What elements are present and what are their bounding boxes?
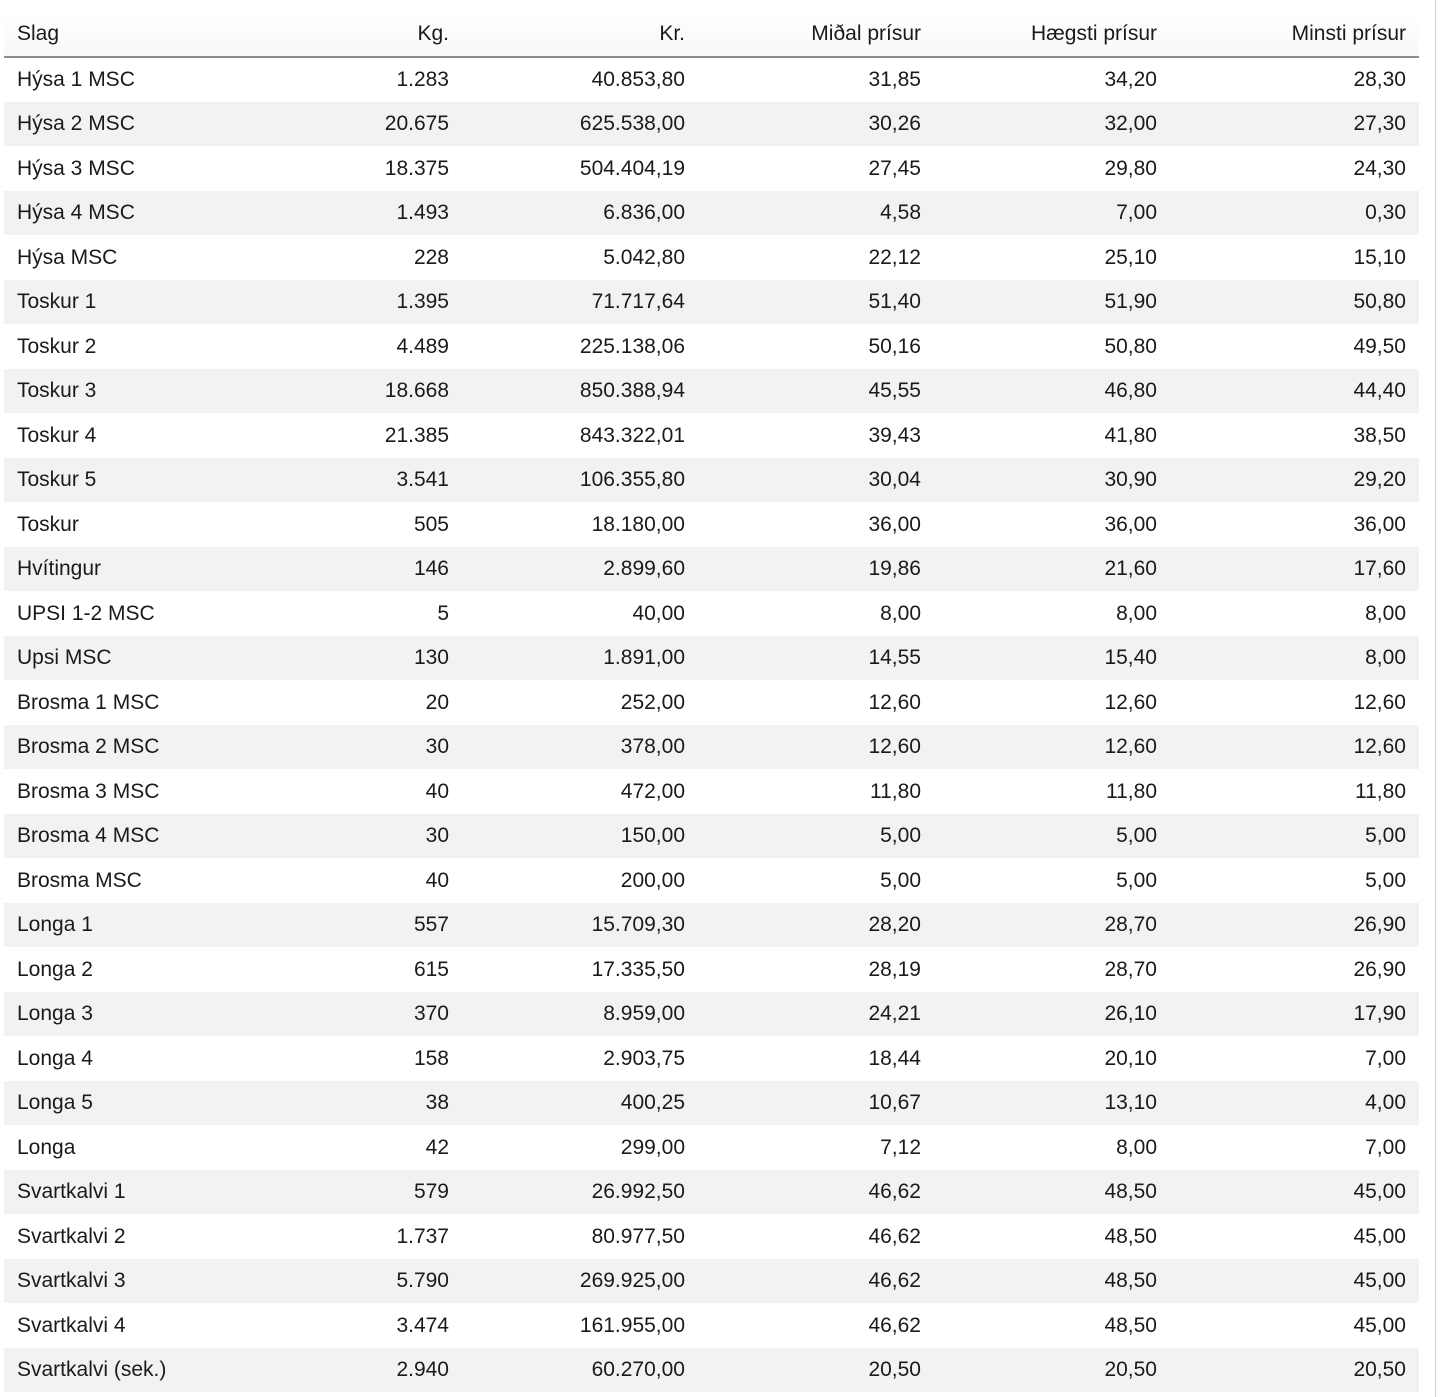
cell-slag: Brosma 2 MSC	[17, 735, 160, 759]
cell-average-price: 50,16	[868, 334, 921, 358]
cell-highest-price: 46,80	[1104, 379, 1157, 403]
cell-kr: 80.977,50	[591, 1224, 685, 1248]
cell-average-price: 30,04	[868, 468, 921, 492]
cell-kr: 60.270,00	[591, 1358, 685, 1382]
table-row	[4, 591, 1419, 636]
cell-slag: Svartkalvi 4	[17, 1313, 126, 1337]
cell-lowest-price: 29,20	[1353, 468, 1406, 492]
cell-lowest-price: 45,00	[1353, 1180, 1406, 1204]
cell-lowest-price: 45,00	[1353, 1224, 1406, 1248]
cell-kg: 40	[425, 779, 449, 803]
price-table-container	[4, 11, 1419, 1392]
table-row	[4, 57, 1419, 102]
cell-average-price: 5,00	[880, 868, 921, 892]
cell-lowest-price: 44,40	[1353, 379, 1406, 403]
cell-slag: Longa 4	[17, 1046, 93, 1070]
cell-slag: Toskur 2	[17, 334, 97, 358]
cell-slag: Toskur 5	[17, 468, 97, 492]
cell-kr: 472,00	[620, 779, 685, 803]
cell-kg: 5.790	[396, 1269, 449, 1293]
cell-lowest-price: 4,00	[1365, 1091, 1406, 1115]
scrollbar-edge[interactable]	[1435, 0, 1436, 1397]
cell-highest-price: 5,00	[1116, 824, 1157, 848]
cell-lowest-price: 36,00	[1353, 512, 1406, 536]
cell-slag: Brosma 1 MSC	[17, 690, 160, 714]
cell-highest-price: 12,60	[1104, 735, 1157, 759]
cell-average-price: 27,45	[868, 156, 921, 180]
table-row	[4, 725, 1419, 770]
cell-lowest-price: 26,90	[1353, 957, 1406, 981]
cell-slag: Toskur 4	[17, 423, 97, 447]
cell-kg: 579	[413, 1180, 449, 1204]
cell-lowest-price: 49,50	[1353, 334, 1406, 358]
cell-slag: Brosma 3 MSC	[17, 779, 160, 803]
table-row	[4, 1125, 1419, 1170]
cell-lowest-price: 45,00	[1353, 1313, 1406, 1337]
table-row	[4, 413, 1419, 458]
cell-lowest-price: 38,50	[1353, 423, 1406, 447]
cell-kr: 5.042,80	[603, 245, 685, 269]
table-row	[4, 191, 1419, 236]
cell-highest-price: 12,60	[1104, 690, 1157, 714]
cell-kg: 1.283	[396, 68, 449, 92]
cell-highest-price: 36,00	[1104, 512, 1157, 536]
cell-lowest-price: 7,00	[1365, 1046, 1406, 1070]
column-header-slag[interactable]: Slag	[4, 11, 226, 57]
table-row	[4, 1170, 1419, 1215]
cell-average-price: 7,12	[880, 1135, 921, 1159]
cell-kr: 299,00	[620, 1135, 685, 1159]
cell-average-price: 28,19	[868, 957, 921, 981]
cell-slag: Hvítingur	[17, 557, 102, 581]
cell-average-price: 22,12	[868, 245, 921, 269]
cell-kr: 400,25	[620, 1091, 685, 1115]
cell-highest-price: 13,10	[1104, 1091, 1157, 1115]
cell-highest-price: 26,10	[1104, 1002, 1157, 1026]
cell-kg: 505	[413, 512, 449, 536]
cell-kr: 252,00	[620, 690, 685, 714]
cell-average-price: 4,58	[880, 201, 921, 225]
table-row	[4, 324, 1419, 369]
cell-kr: 2.903,75	[603, 1046, 685, 1070]
cell-highest-price: 32,00	[1104, 112, 1157, 136]
cell-slag: Toskur 1	[17, 290, 97, 314]
cell-kg: 30	[425, 735, 449, 759]
table-row	[4, 680, 1419, 725]
cell-highest-price: 48,50	[1104, 1180, 1157, 1204]
cell-slag: Svartkalvi 1	[17, 1180, 126, 1204]
cell-kg: 20.675	[384, 112, 449, 136]
cell-kg: 18.668	[384, 379, 449, 403]
cell-slag: Hýsa 2 MSC	[17, 112, 135, 136]
table-row	[4, 858, 1419, 903]
cell-kg: 130	[413, 646, 449, 670]
cell-highest-price: 51,90	[1104, 290, 1157, 314]
table-row	[4, 458, 1419, 503]
cell-kg: 40	[425, 868, 449, 892]
column-header-highest-price[interactable]: Hægsti prísur	[934, 11, 1170, 57]
table-row	[4, 814, 1419, 859]
cell-kr: 106.355,80	[579, 468, 685, 492]
cell-kr: 1.891,00	[603, 646, 685, 670]
cell-kr: 150,00	[620, 824, 685, 848]
cell-slag: Longa 2	[17, 957, 93, 981]
cell-highest-price: 11,80	[1106, 779, 1157, 803]
cell-slag: Upsi MSC	[17, 646, 112, 670]
cell-highest-price: 50,80	[1104, 334, 1157, 358]
table-row	[4, 636, 1419, 681]
cell-kg: 158	[413, 1046, 449, 1070]
cell-slag: Hýsa 1 MSC	[17, 68, 135, 92]
cell-kr: 26.992,50	[591, 1180, 685, 1204]
cell-kr: 269.925,00	[579, 1269, 685, 1293]
table-row	[4, 769, 1419, 814]
cell-average-price: 46,62	[868, 1269, 921, 1293]
cell-kr: 8.959,00	[603, 1002, 685, 1026]
cell-highest-price: 29,80	[1104, 156, 1157, 180]
header-row	[4, 11, 1419, 57]
cell-slag: Longa 5	[17, 1091, 93, 1115]
cell-lowest-price: 7,00	[1365, 1135, 1406, 1159]
cell-slag: Toskur	[17, 512, 79, 536]
cell-slag: Longa	[17, 1135, 76, 1159]
cell-highest-price: 8,00	[1116, 1135, 1157, 1159]
cell-lowest-price: 12,60	[1353, 690, 1406, 714]
table-body	[4, 57, 1419, 1392]
cell-average-price: 30,26	[868, 112, 921, 136]
cell-kr: 225.138,06	[579, 334, 685, 358]
cell-slag: Brosma MSC	[17, 868, 142, 892]
cell-highest-price: 8,00	[1116, 601, 1157, 625]
table-row	[4, 903, 1419, 948]
cell-average-price: 51,40	[868, 290, 921, 314]
cell-highest-price: 21,60	[1104, 557, 1157, 581]
table-row	[4, 992, 1419, 1037]
cell-kg: 1.737	[396, 1224, 449, 1248]
cell-kg: 4.489	[396, 334, 449, 358]
cell-highest-price: 28,70	[1104, 913, 1157, 937]
cell-lowest-price: 26,90	[1353, 913, 1406, 937]
cell-kr: 40,00	[632, 601, 685, 625]
cell-highest-price: 28,70	[1104, 957, 1157, 981]
cell-highest-price: 30,90	[1104, 468, 1157, 492]
cell-lowest-price: 5,00	[1365, 868, 1406, 892]
cell-slag: Svartkalvi 3	[17, 1269, 126, 1293]
cell-kr: 843.322,01	[579, 423, 685, 447]
cell-kr: 625.538,00	[579, 112, 685, 136]
cell-lowest-price: 5,00	[1365, 824, 1406, 848]
cell-lowest-price: 50,80	[1353, 290, 1406, 314]
cell-slag: UPSI 1-2 MSC	[17, 601, 155, 625]
cell-average-price: 36,00	[868, 512, 921, 536]
cell-lowest-price: 17,90	[1353, 1002, 1406, 1026]
cell-kg: 38	[425, 1091, 449, 1115]
table-row	[4, 502, 1419, 547]
column-header-average-price[interactable]: Miðal prísur	[698, 11, 934, 57]
cell-kg: 3.541	[396, 468, 449, 492]
cell-kr: 161.955,00	[579, 1313, 685, 1337]
cell-average-price: 18,44	[868, 1046, 921, 1070]
cell-lowest-price: 8,00	[1365, 601, 1406, 625]
cell-kg: 1.395	[396, 290, 449, 314]
column-header-lowest-price[interactable]: Minsti prísur	[1170, 11, 1419, 57]
cell-average-price: 24,21	[868, 1002, 921, 1026]
cell-highest-price: 48,50	[1104, 1313, 1157, 1337]
cell-average-price: 5,00	[880, 824, 921, 848]
cell-average-price: 46,62	[868, 1180, 921, 1204]
table-row	[4, 547, 1419, 592]
table-row	[4, 235, 1419, 280]
table-row	[4, 1348, 1419, 1393]
cell-lowest-price: 28,30	[1353, 68, 1406, 92]
table-row	[4, 947, 1419, 992]
table-row	[4, 1036, 1419, 1081]
table-row	[4, 1214, 1419, 1259]
cell-average-price: 10,67	[868, 1091, 921, 1115]
column-header-kr[interactable]: Kr.	[462, 11, 698, 57]
cell-slag: Longa 1	[17, 913, 93, 937]
cell-slag: Longa 3	[17, 1002, 93, 1026]
cell-kg: 42	[425, 1135, 449, 1159]
cell-kr: 40.853,80	[591, 68, 685, 92]
table-row	[4, 1303, 1419, 1348]
cell-highest-price: 48,50	[1104, 1269, 1157, 1293]
cell-kr: 504.404,19	[579, 156, 685, 180]
cell-average-price: 11,80	[870, 779, 921, 803]
cell-kr: 850.388,94	[579, 379, 685, 403]
cell-highest-price: 20,50	[1104, 1358, 1157, 1382]
cell-slag: Hýsa 3 MSC	[17, 156, 135, 180]
cell-highest-price: 15,40	[1104, 646, 1157, 670]
cell-kr: 18.180,00	[591, 512, 685, 536]
cell-slag: Svartkalvi 2	[17, 1224, 126, 1248]
cell-kg: 557	[413, 913, 449, 937]
cell-lowest-price: 17,60	[1353, 557, 1406, 581]
cell-average-price: 14,55	[868, 646, 921, 670]
cell-average-price: 45,55	[868, 379, 921, 403]
cell-average-price: 39,43	[868, 423, 921, 447]
price-table	[4, 11, 1419, 1392]
table-header	[4, 11, 1419, 57]
cell-highest-price: 20,10	[1104, 1046, 1157, 1070]
cell-average-price: 12,60	[868, 735, 921, 759]
cell-kr: 200,00	[620, 868, 685, 892]
cell-average-price: 19,86	[868, 557, 921, 581]
table-row	[4, 1081, 1419, 1126]
cell-kr: 378,00	[620, 735, 685, 759]
cell-lowest-price: 8,00	[1365, 646, 1406, 670]
cell-lowest-price: 15,10	[1353, 245, 1406, 269]
cell-kg: 2.940	[396, 1358, 449, 1382]
cell-kr: 2.899,60	[603, 557, 685, 581]
cell-kg: 228	[413, 245, 449, 269]
cell-slag: Hýsa MSC	[17, 245, 118, 269]
cell-kr: 6.836,00	[603, 201, 685, 225]
cell-average-price: 46,62	[868, 1224, 921, 1248]
top-edge	[0, 0, 1440, 11]
table-row	[4, 146, 1419, 191]
cell-slag: Toskur 3	[17, 379, 97, 403]
cell-average-price: 12,60	[868, 690, 921, 714]
cell-lowest-price: 12,60	[1353, 735, 1406, 759]
cell-slag: Hýsa 4 MSC	[17, 201, 135, 225]
table-row	[4, 1259, 1419, 1304]
cell-kg: 5	[437, 601, 449, 625]
cell-kg: 615	[413, 957, 449, 981]
cell-highest-price: 7,00	[1116, 201, 1157, 225]
cell-lowest-price: 20,50	[1353, 1358, 1406, 1382]
cell-highest-price: 48,50	[1104, 1224, 1157, 1248]
cell-kg: 370	[413, 1002, 449, 1026]
cell-highest-price: 5,00	[1116, 868, 1157, 892]
cell-kg: 20	[425, 690, 449, 714]
cell-highest-price: 41,80	[1104, 423, 1157, 447]
cell-average-price: 46,62	[868, 1313, 921, 1337]
cell-kg: 3.474	[396, 1313, 449, 1337]
cell-average-price: 8,00	[880, 601, 921, 625]
cell-kg: 18.375	[384, 156, 449, 180]
cell-kr: 15.709,30	[591, 913, 685, 937]
cell-highest-price: 34,20	[1104, 68, 1157, 92]
cell-kg: 1.493	[396, 201, 449, 225]
table-row	[4, 369, 1419, 414]
cell-kg: 21.385	[384, 423, 449, 447]
cell-kg: 30	[425, 824, 449, 848]
cell-slag: Brosma 4 MSC	[17, 824, 160, 848]
cell-lowest-price: 45,00	[1353, 1269, 1406, 1293]
cell-slag: Svartkalvi (sek.)	[17, 1358, 167, 1382]
cell-lowest-price: 11,80	[1355, 779, 1406, 803]
cell-lowest-price: 24,30	[1353, 156, 1406, 180]
cell-average-price: 31,85	[868, 68, 921, 92]
cell-lowest-price: 0,30	[1365, 201, 1406, 225]
table-row	[4, 102, 1419, 147]
table-row	[4, 280, 1419, 325]
cell-kr: 17.335,50	[591, 957, 685, 981]
cell-highest-price: 25,10	[1104, 245, 1157, 269]
cell-kg: 146	[413, 557, 449, 581]
cell-kr: 71.717,64	[591, 290, 685, 314]
cell-average-price: 20,50	[868, 1358, 921, 1382]
cell-average-price: 28,20	[868, 913, 921, 937]
column-header-kg[interactable]: Kg.	[226, 11, 462, 57]
cell-lowest-price: 27,30	[1353, 112, 1406, 136]
